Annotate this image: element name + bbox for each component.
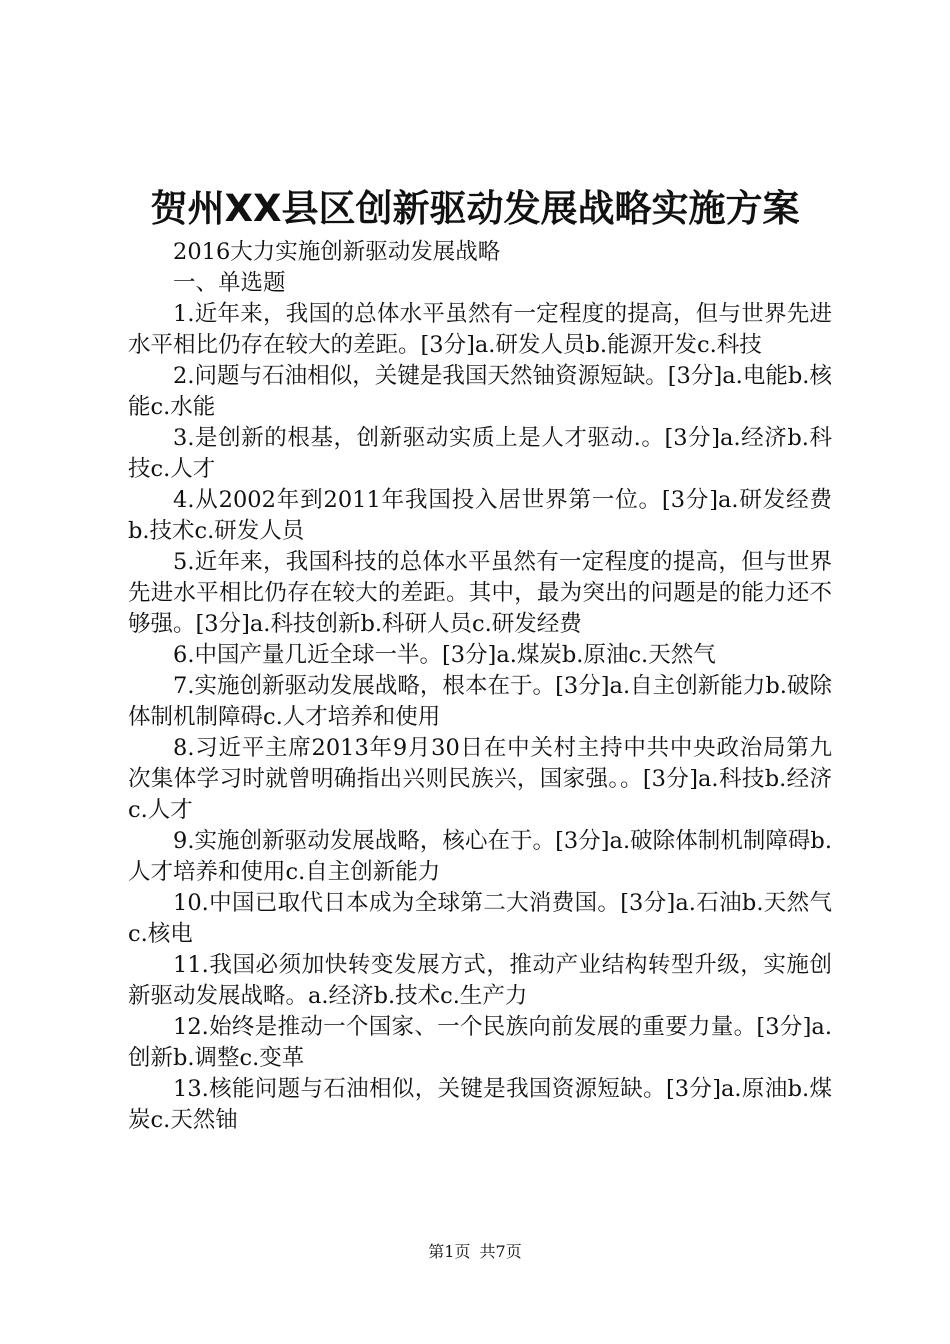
question-item: 5.近年来，我国科技的总体水平虽然有一定程度的提高，但与世界先进水平相比仍存在较大的差距。其中，最为突出的问题是的能力还不够强。[3分]a.科技创新b.科研人员c.研发经费 [128,549,832,637]
question-item: 7.实施创新驱动发展战略，根本在于。[3分]a.自主创新能力b.破除体制机制障碍c.人才培养和使用 [128,673,832,730]
page-number: 第1页 [428,1242,471,1261]
section-heading: 一、单选题 [173,270,286,296]
question-item: 8.习近平主席2013年9月30日在中关村主持中共中央政治局第九次集体学习时就曾明确指出兴则民族兴，国家强。。[3分]a.科技b.经济c.人才 [128,735,832,823]
question-item: 10.中国已取代日本成为全球第二大消费国。[3分]a.石油b.天然气c.核电 [128,890,832,947]
page-total: 共7页 [479,1242,522,1261]
question-item: 1.近年来，我国的总体水平虽然有一定程度的提高，但与世界先进水平相比仍存在较大的差距。[3分]a.研发人员b.能源开发c.科技 [128,301,832,358]
question-item: 9.实施创新驱动发展战略，核心在于。[3分]a.破除体制机制障碍b.人才培养和使用c.自主创新能力 [128,828,832,885]
question-item: 2.问题与石油相似，关键是我国天然铀资源短缺。[3分]a.电能b.核能c.水能 [128,363,832,420]
question-item: 3.是创新的根基，创新驱动实质上是人才驱动.。[3分]a.经济b.科技c.人才 [128,425,832,482]
page-footer [0,1242,950,1262]
question-item: 6.中国产量几近全球一半。[3分]a.煤炭b.原油c.天然气 [173,642,716,668]
question-item: 11.我国必须加快转变发展方式，推动产业结构转型升级，实施创新驱动发展战略。a.经济b.技术c.生产力 [128,952,832,1009]
question-item: 12.始终是推动一个国家、一个民族向前发展的重要力量。[3分]a.创新b.调整c.变革 [128,1014,832,1071]
question-item: 4.从2002年到2011年我国投入居世界第一位。[3分]a.研发经费b.技术c.研发人员 [128,487,832,544]
document-subtitle: 2016大力实施创新驱动发展战略 [173,239,501,265]
question-item: 13.核能问题与石油相似，关键是我国资源短缺。[3分]a.原油b.煤炭c.天然铀 [128,1076,832,1133]
document-title: 贺州XX县区创新驱动发展战略实施方案 [150,187,800,230]
document-body [128,237,832,1136]
